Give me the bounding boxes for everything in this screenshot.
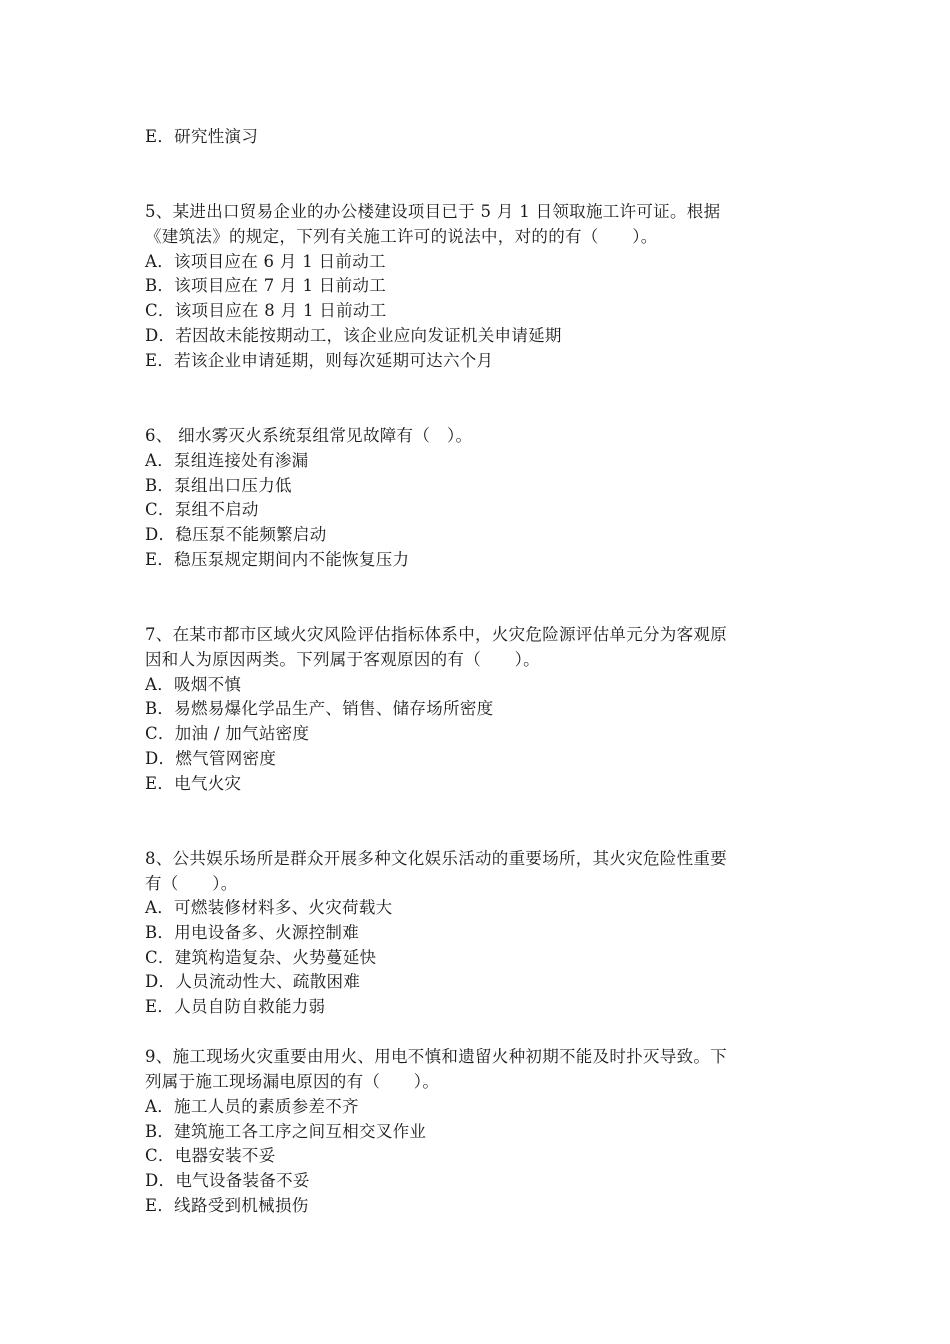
question-9-option-d: D．电气设备装备不妥 (145, 1171, 310, 1190)
question-9-option-b: B．建筑施工各工序之间互相交叉作业 (145, 1122, 427, 1141)
question-5-text: 《建筑法》的规定，下列有关施工许可的说法中，对的的有（ ）。 (145, 227, 658, 246)
question-5-text: 5、某进出口贸易企业的办公楼建设项目已于 5 月 1 日领取施工许可证。根据 (145, 202, 721, 221)
question-8-option-a: A．可燃装修材料多、火灾荷载大 (145, 898, 393, 917)
option-e-text: E．研究性演习 (145, 127, 259, 146)
question-5-option-c: C．该项目应在 8 月 1 日前动工 (145, 301, 387, 320)
question-9-option-a: A．施工人员的素质参差不齐 (145, 1097, 359, 1116)
question-7-option-b: B．易燃易爆化学品生产、销售、储存场所密度 (145, 699, 494, 718)
question-9-text: 9、施工现场火灾重要由用火、用电不慎和遗留火种初期不能及时扑灭导致。下 (145, 1047, 727, 1066)
question-6-option-c: C．泵组不启动 (145, 500, 259, 519)
question-5-option-b: B．该项目应在 7 月 1 日前动工 (145, 276, 387, 295)
question-8-option-c: C．建筑构造复杂、火势蔓延快 (145, 948, 377, 967)
question-5-option-d: D．若因故未能按期动工，该企业应向发证机关申请延期 (145, 326, 562, 345)
question-6-option-a: A．泵组连接处有渗漏 (145, 451, 309, 470)
question-9-option-e: E．线路受到机械损伤 (145, 1196, 309, 1215)
question-8-option-b: B．用电设备多、火源控制难 (145, 923, 360, 942)
question-7-option-e: E．电气火灾 (145, 774, 242, 793)
question-8-option-d: D．人员流动性大、疏散困难 (145, 972, 361, 991)
question-5-option-a: A．该项目应在 6 月 1 日前动工 (145, 252, 386, 271)
question-6-option-e: E．稳压泵规定期间内不能恢复压力 (145, 550, 410, 569)
question-7-text: 因和人为原因两类。下列属于客观原因的有（ ）。 (145, 650, 540, 669)
question-8-text: 8、公共娱乐场所是群众开展多种文化娱乐活动的重要场所，其火灾危险性重要 (145, 849, 727, 868)
question-9-text: 列属于施工现场漏电原因的有（ ）。 (145, 1072, 440, 1091)
question-9-option-c: C．电器安装不妥 (145, 1146, 276, 1165)
question-5-option-e: E．若该企业申请延期，则每次延期可达六个月 (145, 351, 494, 370)
question-6-option-d: D．稳压泵不能频繁启动 (145, 525, 327, 544)
question-8-option-e: E．人员自防自救能力弱 (145, 997, 326, 1016)
question-7-option-c: C．加油 / 加气站密度 (145, 724, 310, 743)
question-6-text: 6、 细水雾灭火系统泵组常见故障有（ ）。 (145, 426, 473, 445)
question-6-option-b: B．泵组出口压力低 (145, 476, 292, 495)
question-7-option-d: D．燃气管网密度 (145, 749, 277, 768)
question-7-option-a: A．吸烟不慎 (145, 675, 242, 694)
question-7-text: 7、在某市都市区域火灾风险评估指标体系中，火灾危险源评估单元分为客观原 (145, 625, 727, 644)
question-8-text: 有（ ）。 (145, 874, 238, 893)
